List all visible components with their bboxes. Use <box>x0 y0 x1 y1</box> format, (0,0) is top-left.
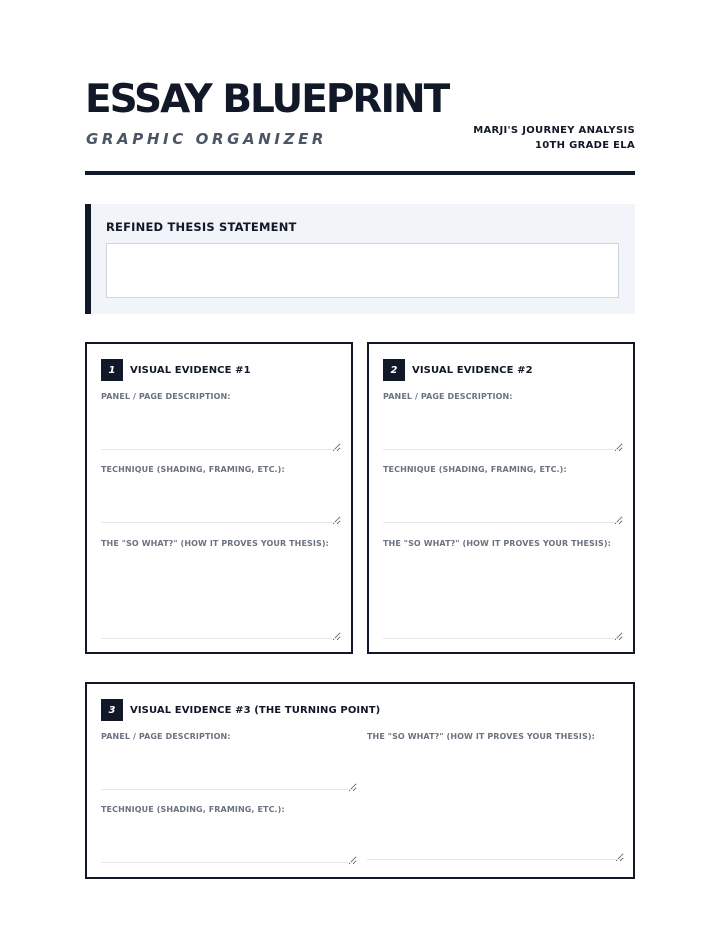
evidence-title: VISUAL EVIDENCE #2 <box>412 364 533 376</box>
thesis-section <box>85 204 635 314</box>
field-underline <box>101 638 337 639</box>
page-title: ESSAY BLUEPRINT <box>85 77 449 122</box>
field-underline <box>383 638 619 639</box>
evidence-card-3 <box>85 682 635 879</box>
meta-grade-level: 10TH GRADE ELA <box>535 140 635 151</box>
field-underline <box>367 859 620 860</box>
evidence-number-badge: 1 <box>101 359 123 381</box>
page-subtitle: GRAPHIC ORGANIZER <box>86 130 328 148</box>
field-underline <box>101 449 337 450</box>
technique-label: TECHNIQUE (SHADING, FRAMING, ETC.): <box>383 465 567 474</box>
field-underline <box>101 522 337 523</box>
technique-input[interactable] <box>101 817 357 865</box>
so-what-input[interactable] <box>101 551 341 641</box>
so-what-input[interactable] <box>383 551 623 641</box>
field-underline <box>383 522 619 523</box>
evidence-title: VISUAL EVIDENCE #1 <box>130 364 251 376</box>
so-what-input[interactable] <box>367 744 624 862</box>
field-underline <box>383 449 619 450</box>
field-underline <box>101 862 353 863</box>
header-meta <box>473 123 635 153</box>
so-what-label: THE "SO WHAT?" (HOW IT PROVES YOUR THESIS): <box>367 732 595 741</box>
evidence-1-header <box>101 359 251 381</box>
evidence-number-badge: 3 <box>101 699 123 721</box>
field-underline <box>101 789 353 790</box>
technique-input[interactable] <box>101 477 341 525</box>
evidence-card-1 <box>85 342 353 654</box>
panel-description-label: PANEL / PAGE DESCRIPTION: <box>383 392 513 401</box>
technique-input[interactable] <box>383 477 623 525</box>
evidence-number-badge: 2 <box>383 359 405 381</box>
header-divider <box>85 171 635 175</box>
thesis-label: REFINED THESIS STATEMENT <box>106 220 297 234</box>
panel-description-input[interactable] <box>101 404 341 452</box>
evidence-3-header <box>101 699 380 721</box>
panel-description-input[interactable] <box>101 744 357 792</box>
panel-description-input[interactable] <box>383 404 623 452</box>
thesis-input[interactable] <box>106 243 619 298</box>
technique-label: TECHNIQUE (SHADING, FRAMING, ETC.): <box>101 805 285 814</box>
evidence-card-2 <box>367 342 635 654</box>
so-what-label: THE "SO WHAT?" (HOW IT PROVES YOUR THESIS): <box>383 539 611 548</box>
evidence-2-header <box>383 359 533 381</box>
evidence-title: VISUAL EVIDENCE #3 (THE TURNING POINT) <box>130 704 381 716</box>
meta-analysis-title: MARJI'S JOURNEY ANALYSIS <box>473 125 635 136</box>
so-what-label: THE "SO WHAT?" (HOW IT PROVES YOUR THESIS): <box>101 539 329 548</box>
technique-label: TECHNIQUE (SHADING, FRAMING, ETC.): <box>101 465 285 474</box>
panel-description-label: PANEL / PAGE DESCRIPTION: <box>101 732 231 741</box>
panel-description-label: PANEL / PAGE DESCRIPTION: <box>101 392 231 401</box>
